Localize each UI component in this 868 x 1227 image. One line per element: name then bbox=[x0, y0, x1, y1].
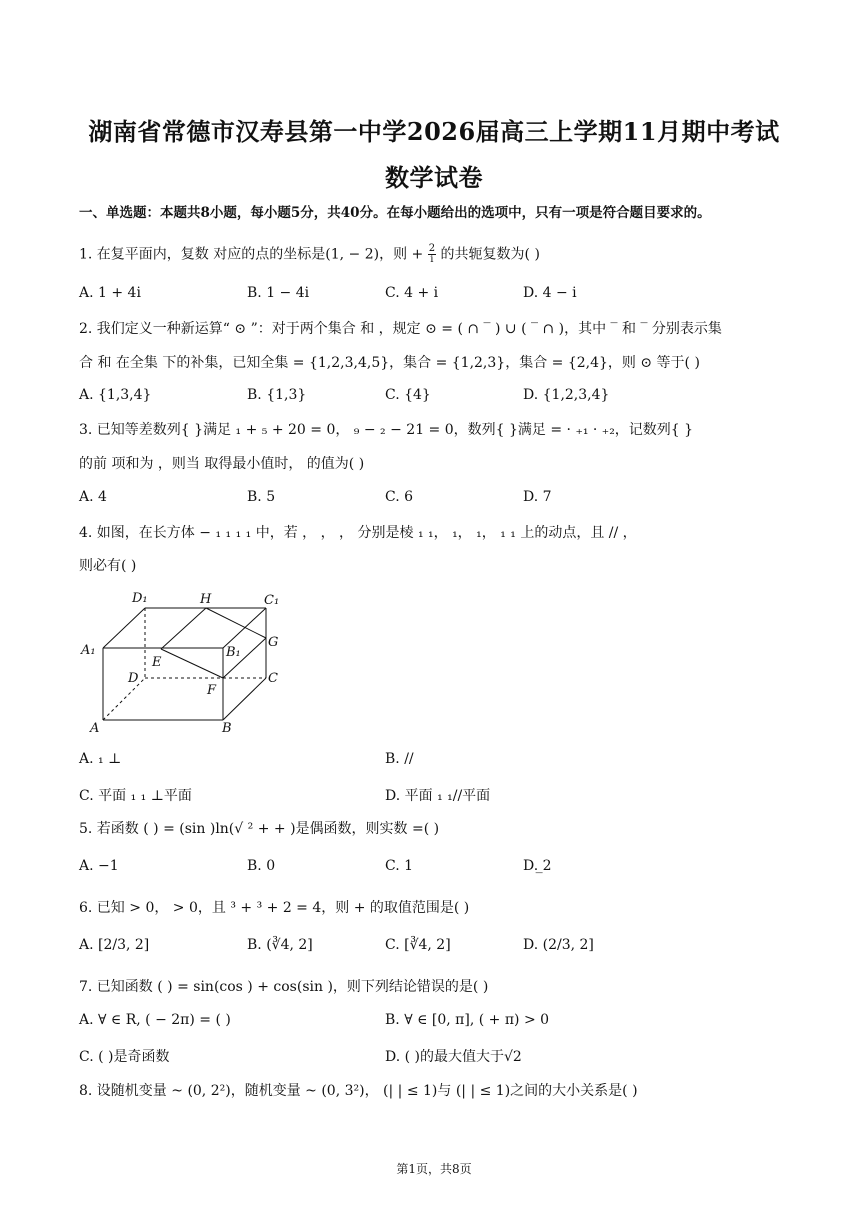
label-d1: D₁ bbox=[132, 591, 148, 606]
q1-option-a: A. 1 + 4i bbox=[79, 285, 141, 301]
q4-line2: 则必有( ) bbox=[79, 558, 137, 574]
q7-option-b: B. ∀ ∈ [0, π], ( + π) > 0 bbox=[385, 1012, 550, 1028]
segment-ef bbox=[161, 649, 223, 678]
q5-options bbox=[79, 858, 799, 878]
q1-options bbox=[79, 285, 799, 305]
q6-option-b: B. (∛4, 2] bbox=[247, 937, 313, 953]
q1-option-b: B. 1 − 4i bbox=[247, 285, 310, 301]
q6-stem: 6. 已知 > 0， > 0，且 ³ + ³ + 2 = 4，则 + 的取值范围是( ) bbox=[79, 900, 470, 916]
q3-option-a: A. 4 bbox=[79, 489, 107, 505]
q6-options bbox=[79, 937, 799, 957]
edge-b1c1 bbox=[223, 608, 266, 648]
q1-frac-num: 2 bbox=[428, 243, 436, 254]
label-f: F bbox=[207, 683, 217, 698]
q7-options-row2 bbox=[79, 1046, 799, 1066]
q1-stem-a: 1. 在复平面内，复数 对应的点的坐标是(1, − 2)，则 + bbox=[79, 246, 424, 263]
q4-option-a: A. ₁ ⊥ bbox=[79, 751, 122, 767]
q2-line2: 合 和 在全集 下的补集，已知全集 = {1,2,3,4,5}，集合 = {1,2,3}，集合 = {2,4}，则 ⊙ 等于( ) bbox=[79, 355, 700, 371]
label-h: H bbox=[200, 592, 212, 607]
section1-heading: 一、单选题：本题共8小题，每小题5分，共40分。在每小题给出的选项中，只有一项是符合题目要求的。 bbox=[79, 205, 711, 221]
q7-option-a: A. ∀ ∈ R, ( − 2π) = ( ) bbox=[79, 1012, 231, 1028]
q1-option-c: C. 4 + i bbox=[385, 285, 439, 301]
q5-option-b: B. 0 bbox=[247, 858, 276, 874]
cuboid-figure bbox=[78, 588, 298, 740]
q2-options bbox=[79, 387, 799, 407]
q4-options-row2 bbox=[79, 785, 799, 805]
q4-option-d: D. 平面 ₁ ₁//平面 bbox=[385, 788, 491, 804]
q2-line1: 2. 我们定义一种新运算“ ⊙ ”：对于两个集合 和 ，规定 ⊙ = ( ∩ ‾ ) ∪ ( ‾ ∩ )，其中 ‾ 和 ‾ 分别表示集 bbox=[79, 321, 722, 337]
q7-options-row1 bbox=[79, 1012, 799, 1032]
page-footer: 第1页，共8页 bbox=[396, 1162, 472, 1176]
label-g: G bbox=[268, 635, 279, 650]
q3-line1: 3. 已知等差数列{ }满足 ₁ + ₅ + 20 = 0， ₉ − ₂ − 21 = 0，数列{ }满足 = · ₊₁ · ₊₂，记数列{ } bbox=[79, 422, 694, 438]
q3-line2: 的前 项和为 ，则当 取得最小值时， 的值为( ) bbox=[79, 456, 365, 472]
exam-title-line2: 数学试卷 bbox=[385, 163, 483, 192]
label-e: E bbox=[152, 655, 162, 670]
label-c: C bbox=[268, 671, 278, 686]
q2-option-d: D. {1,2,3,4} bbox=[523, 387, 610, 403]
q7-option-c: C. ( )是奇函数 bbox=[79, 1049, 170, 1065]
q1-frac-den: i bbox=[430, 254, 434, 265]
q5-option-d: D. ̲2 bbox=[523, 858, 552, 874]
q5-stem: 5. 若函数 ( ) = (sin )ln(√ ² + + )是偶函数，则实数 =( ) bbox=[79, 821, 440, 837]
q6-option-c: C. [∛4, 2] bbox=[385, 937, 451, 953]
q3-option-b: B. 5 bbox=[247, 489, 276, 505]
edge-ad-hidden bbox=[103, 678, 145, 720]
q3-option-d: D. 7 bbox=[523, 489, 552, 505]
q4-line1: 4. 如图，在长方体 − ₁ ₁ ₁ ₁ 中，若 ， ， ， 分别是棱 ₁ ₁， ₁， ₁， ₁ ₁ 上的动点，且 // ， bbox=[79, 525, 637, 541]
edge-a1d1 bbox=[103, 608, 145, 648]
q4-option-c: C. 平面 ₁ ₁ ⊥平面 bbox=[79, 788, 192, 804]
segment-eh bbox=[161, 608, 206, 649]
segment-hg bbox=[206, 608, 266, 638]
label-a1: A₁ bbox=[81, 643, 96, 658]
q2-option-c: C. {4} bbox=[385, 387, 431, 403]
q3-option-c: C. 6 bbox=[385, 489, 414, 505]
q7-option-d: D. ( )的最大值大于√2 bbox=[385, 1049, 522, 1065]
label-a: A bbox=[90, 721, 100, 736]
q4-option-b: B. // bbox=[385, 751, 414, 767]
q5-option-c: C. 1 bbox=[385, 858, 414, 874]
edge-bc bbox=[223, 678, 266, 720]
q1-stem-b: 的共轭复数为( ) bbox=[440, 246, 540, 263]
q1-fraction bbox=[428, 244, 436, 265]
q3-options bbox=[79, 489, 799, 509]
q4-options-row1 bbox=[79, 751, 799, 771]
label-c1: C₁ bbox=[264, 593, 280, 608]
q2-option-a: A. {1,3,4} bbox=[79, 387, 152, 403]
label-b: B bbox=[222, 721, 232, 736]
q8-stem: 8. 设随机变量 ~ (0, 2²)，随机变量 ~ (0, 3²)， (| | ≤ 1)与 (| | ≤ 1)之间的大小关系是( ) bbox=[79, 1083, 638, 1099]
q1-option-d: D. 4 − i bbox=[523, 285, 577, 301]
q6-option-a: A. [2/3, 2] bbox=[79, 937, 150, 953]
q6-option-d: D. (2/3, 2] bbox=[523, 937, 594, 953]
q7-stem: 7. 已知函数 ( ) = sin(cos ) + cos(sin )，则下列结论错误的是( ) bbox=[79, 979, 489, 995]
label-d: D bbox=[128, 671, 139, 686]
exam-title-line1: 湖南省常德市汉寿县第一中学2026届高三上学期11月期中考试 bbox=[88, 117, 780, 146]
q5-option-a: A. −1 bbox=[79, 858, 119, 874]
q2-option-b: B. {1,3} bbox=[247, 387, 307, 403]
label-b1: B₁ bbox=[226, 645, 241, 660]
q1-stem bbox=[79, 244, 540, 265]
